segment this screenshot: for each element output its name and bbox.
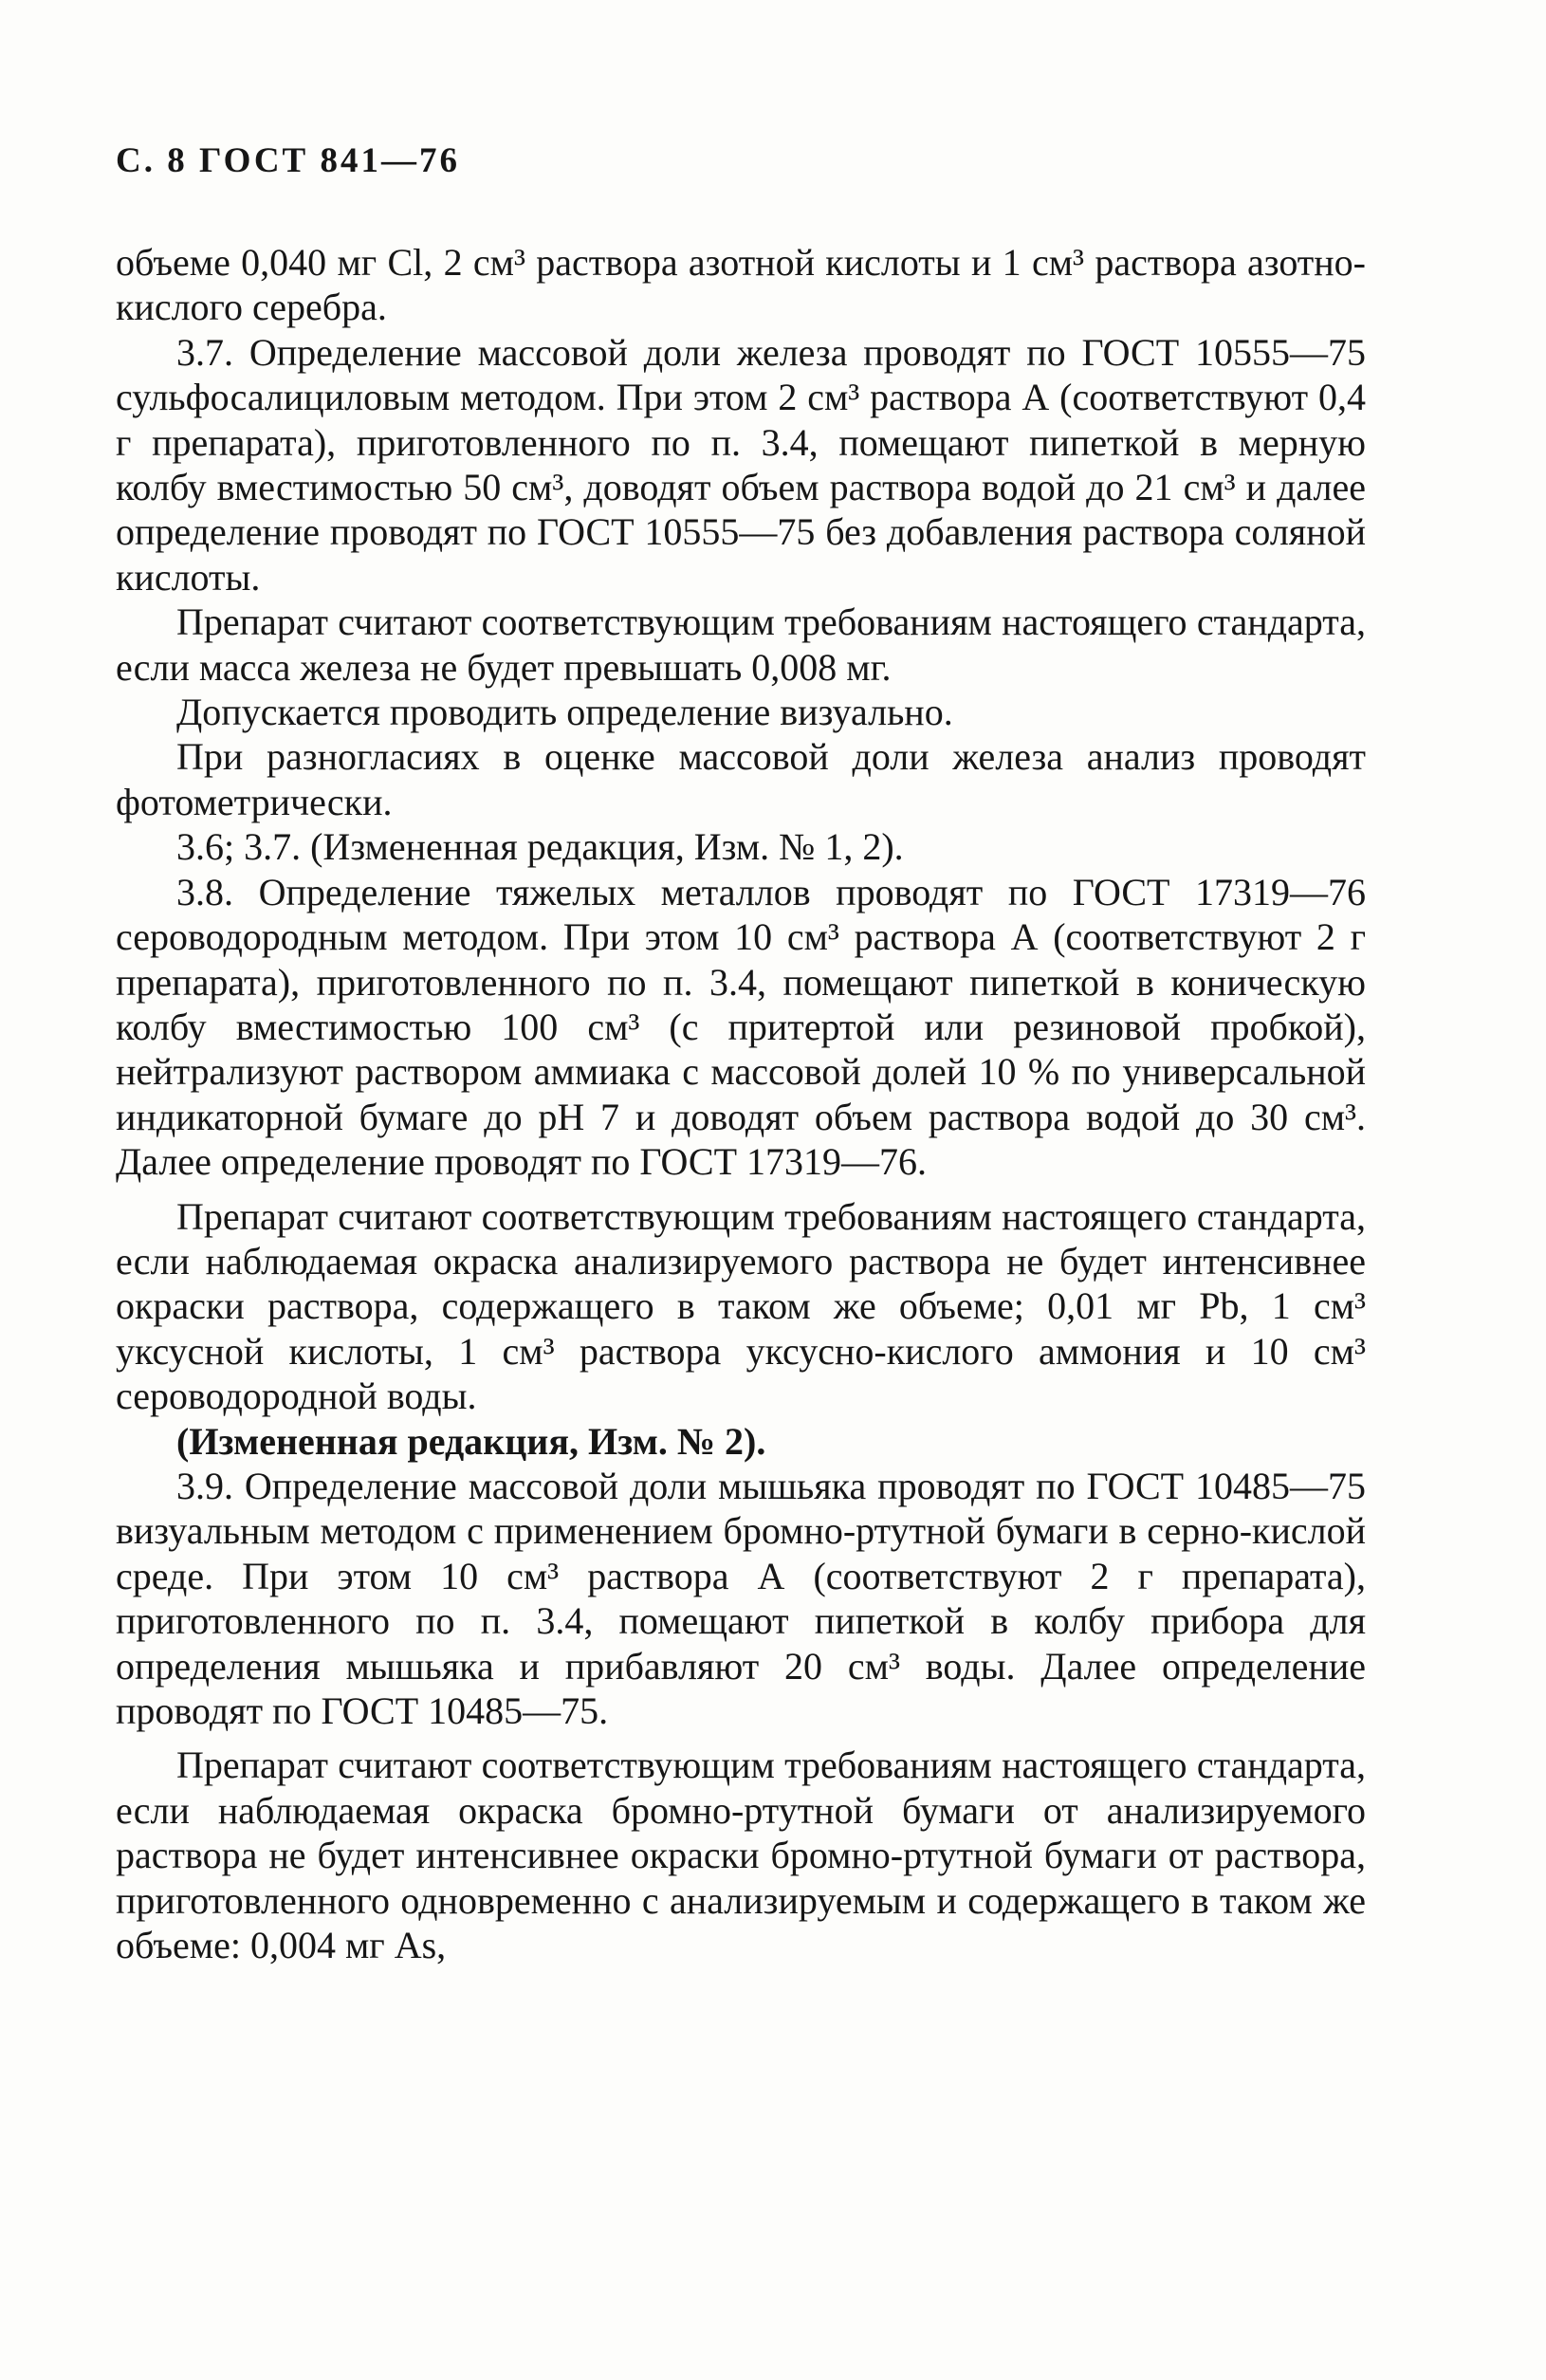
amendment-note: 3.6; 3.7. (Измененная редакция, Изм. № 1, 2). (176, 825, 904, 869)
body-text (116, 240, 1366, 1967)
amendment-note: (Измененная редакция, Изм. № 2). (176, 1419, 766, 1463)
paragraph: объеме 0,040 мг Cl, 2 см³ раствора азотной кислоты и 1 см³ раствора азотно-кислого серебра. (116, 241, 1366, 329)
paragraph-section-3-8: 3.8. Определение тяжелых металлов проводят по ГОСТ 17319—76 сероводородным методом. При этом 10 см³ раствора А (соответствуют 2 г препарата), приготовленного по п. 3.4, помещают пипеткой в коническую колбу вместимостью 100 см³ (с притертой или резиновой пробкой), нейтрализуют раствором аммиака с массовой долей 10 % по универсальной индикаторной бумаге до pH 7 и доводят объем раствора водой до 30 см³. Далее определение проводят по ГОСТ 17319—76. (116, 870, 1366, 1184)
paragraph: При разногласиях в оценке массовой доли железа анализ проводят фотометрически. (116, 735, 1366, 823)
paragraph-section-3-9: 3.9. Определение массовой доли мышьяка проводят по ГОСТ 10485—75 визуальным методом с применением бромно-ртутной бумаги в серно-кислой среде. При этом 10 см³ раствора А (соответствуют 2 г препарата), приготовленного по п. 3.4, помещают пипеткой в колбу прибора для определения мышьяка и прибавляют 20 см³ воды. Далее определение проводят по ГОСТ 10485—75. (116, 1464, 1366, 1732)
paragraph: Допускается проводить определение визуально. (176, 691, 953, 734)
paragraph: Препарат считают соответствующим требованиям настоящего стандарта, если наблюдаемая окраска анализируемого раствора не будет интенсивнее окраски раствора, содержащего в таком же объеме; 0,01 мг Pb, 1 см³ уксусной кислоты, 1 см³ раствора уксусно-кислого аммония и 10 см³ сероводородной воды. (116, 1194, 1366, 1418)
paragraph-section-3-7: 3.7. Определение массовой доли железа проводят по ГОСТ 10555—75 сульфосалициловым методом. При этом 2 см³ раствора А (соответствуют 0,4 г препарата), приготовленного по п. 3.4, помещают пипеткой в мерную колбу вместимостью 50 см³, доводят объем раствора водой до 21 см³ и далее определение проводят по ГОСТ 10555—75 без добавления раствора соляной кислоты. (116, 330, 1366, 599)
paragraph: Препарат считают соответствующим требованиям настоящего стандарта, если масса железа не будет превышать 0,008 мг. (116, 600, 1366, 689)
paragraph: Препарат считают соответствующим требованиям настоящего стандарта, если наблюдаемая окраска бромно-ртутной бумаги от анализируемого раствора не будет интенсивнее окраски бромно-ртутной бумаги от раствора, приготовленного одновременно с анализируемым и содержащего в таком же объеме: 0,004 мг As, (116, 1743, 1366, 1967)
running-head: С. 8 ГОСТ 841—76 (116, 141, 460, 180)
